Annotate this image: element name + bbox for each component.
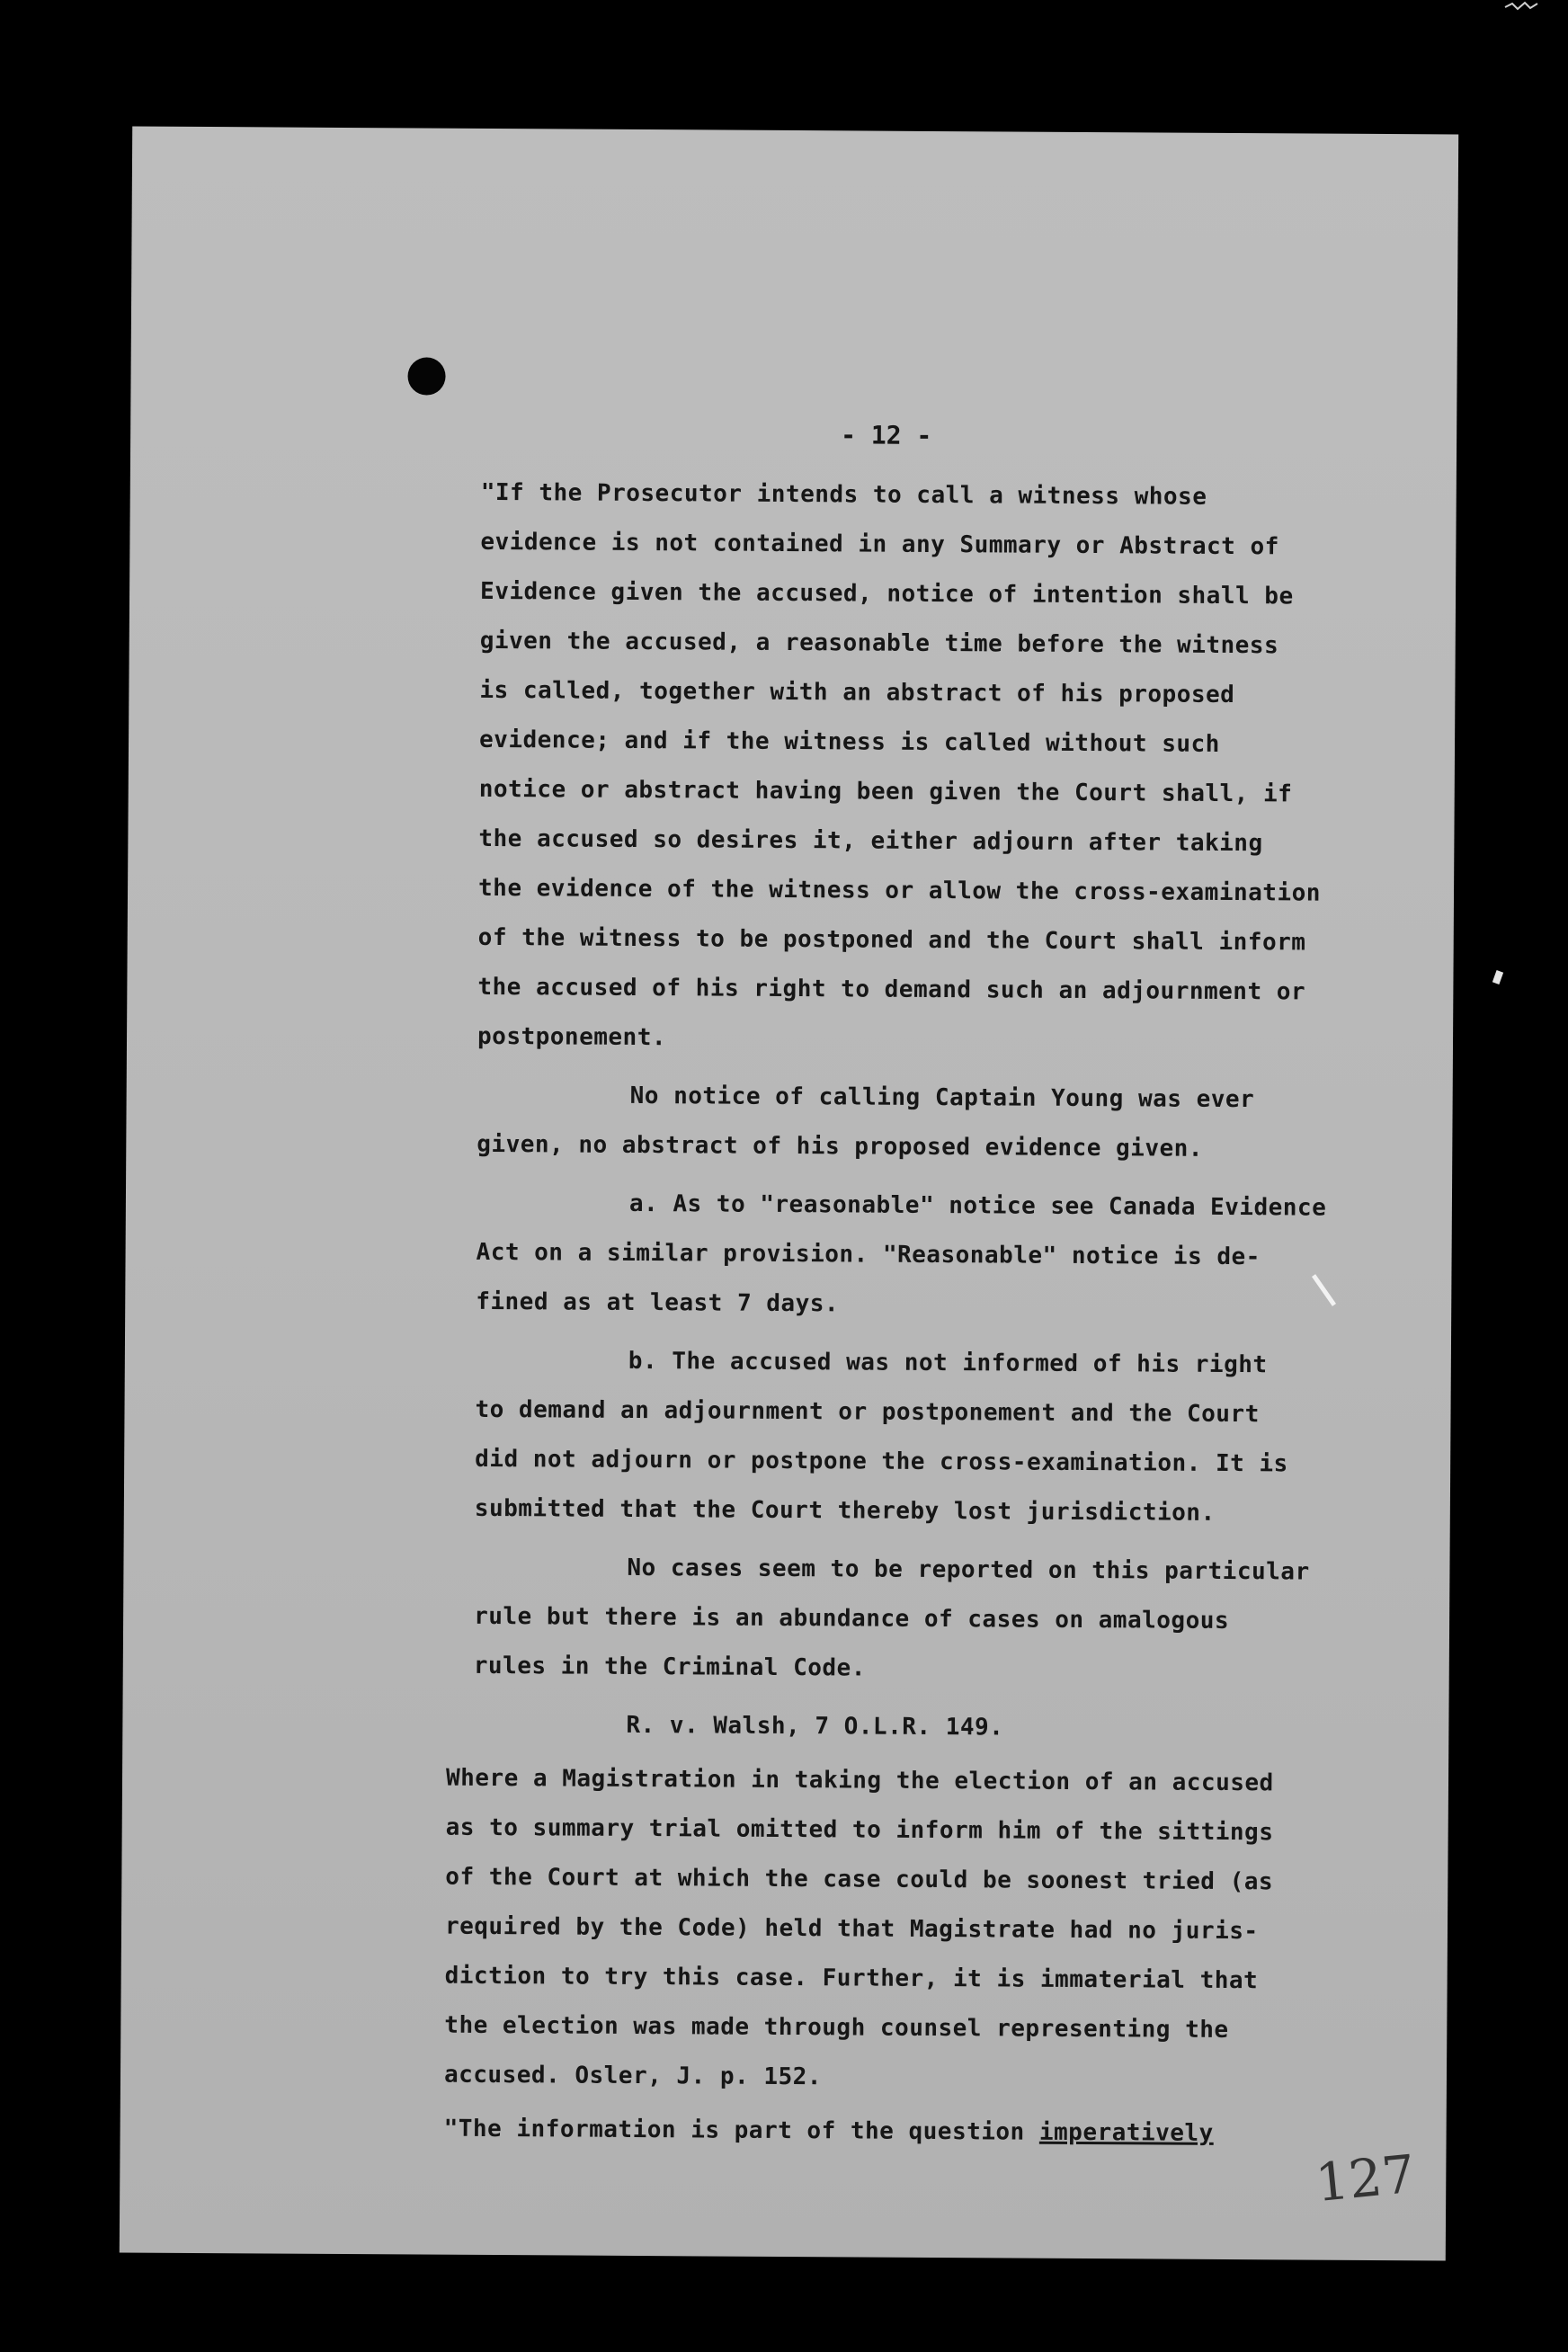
text-line-last — [444, 2116, 1214, 2147]
text-line: b. The accused was not informed of his right — [628, 1347, 1268, 1379]
text-line: "If the Prosecutor intends to call a witness whose — [480, 478, 1207, 511]
text-line: Where a Magistration in taking the election of an accused — [445, 1764, 1274, 1797]
last-line-text: "The information is part of the question — [443, 2115, 1040, 2146]
text-line: accused. Osler, J. p. 152. — [443, 2061, 823, 2091]
handwritten-folio-number: 127 — [1313, 2143, 1419, 2214]
text-line: notice or abstract having been given the Court shall, if — [478, 775, 1293, 808]
page-number: - 12 - — [841, 420, 932, 450]
text-line: rules in the Criminal Code. — [473, 1652, 867, 1682]
body-text — [120, 127, 1458, 2261]
text-line: to demand an adjournment or postponement and the Court — [475, 1395, 1260, 1429]
text-line: a. As to "reasonable" notice see Canada Evidence — [628, 1189, 1327, 1222]
text-line: as to summary trial omitted to inform him of the sittings — [445, 1813, 1274, 1847]
text-line: of the witness to be postponed and the Court shall inform — [477, 923, 1306, 957]
text-line: diction to try this case. Further, it is immaterial that — [444, 1962, 1259, 1995]
text-line: of the Court at which the case could be soonest tried (as — [445, 1863, 1274, 1896]
text-line: the evidence of the witness or allow the cross-examination — [477, 874, 1322, 907]
text-line: No notice of calling Captain Young was ever — [629, 1082, 1255, 1114]
text-line: fined as at least 7 days. — [476, 1287, 840, 1318]
text-line: Evidence given the accused, notice of intention shall be — [479, 577, 1294, 610]
scratch-mark — [1492, 970, 1503, 984]
text-line: given, no abstract of his proposed evidence given. — [477, 1130, 1204, 1163]
text-line: rule but there is an abundance of cases on amalogous — [474, 1602, 1230, 1635]
text-line: the accused so desires it, either adjourn after taking — [478, 824, 1263, 858]
underlined-word: imperatively — [1038, 2118, 1214, 2147]
text-line: postponement. — [477, 1022, 667, 1052]
text-line: given the accused, a reasonable time before the witness — [479, 627, 1279, 660]
text-line: submitted that the Court thereby lost jurisdiction. — [474, 1494, 1216, 1527]
corner-mark — [1503, 0, 1543, 13]
text-line: evidence; and if the witness is called without such — [478, 726, 1220, 758]
text-line: the accused of his right to demand such an adjournment or — [477, 973, 1306, 1006]
text-line: required by the Code) held that Magistrate had no juris- — [444, 1912, 1259, 1946]
text-line: Act on a similar provision. "Reasonable" notice is de- — [476, 1238, 1261, 1271]
citation-heading: R. v. Walsh, 7 O.L.R. 149. — [626, 1711, 1004, 1742]
text-line: No cases seem to be reported on this particular — [627, 1554, 1310, 1586]
text-line: the election was made through counsel representing the — [444, 2011, 1229, 2045]
text-line: is called, together with an abstract of his proposed — [479, 676, 1235, 709]
document-page — [120, 127, 1458, 2261]
text-line: did not adjourn or postpone the cross-examination. It is — [475, 1445, 1288, 1478]
text-line: evidence is not contained in any Summary or Abstract of — [480, 528, 1279, 561]
